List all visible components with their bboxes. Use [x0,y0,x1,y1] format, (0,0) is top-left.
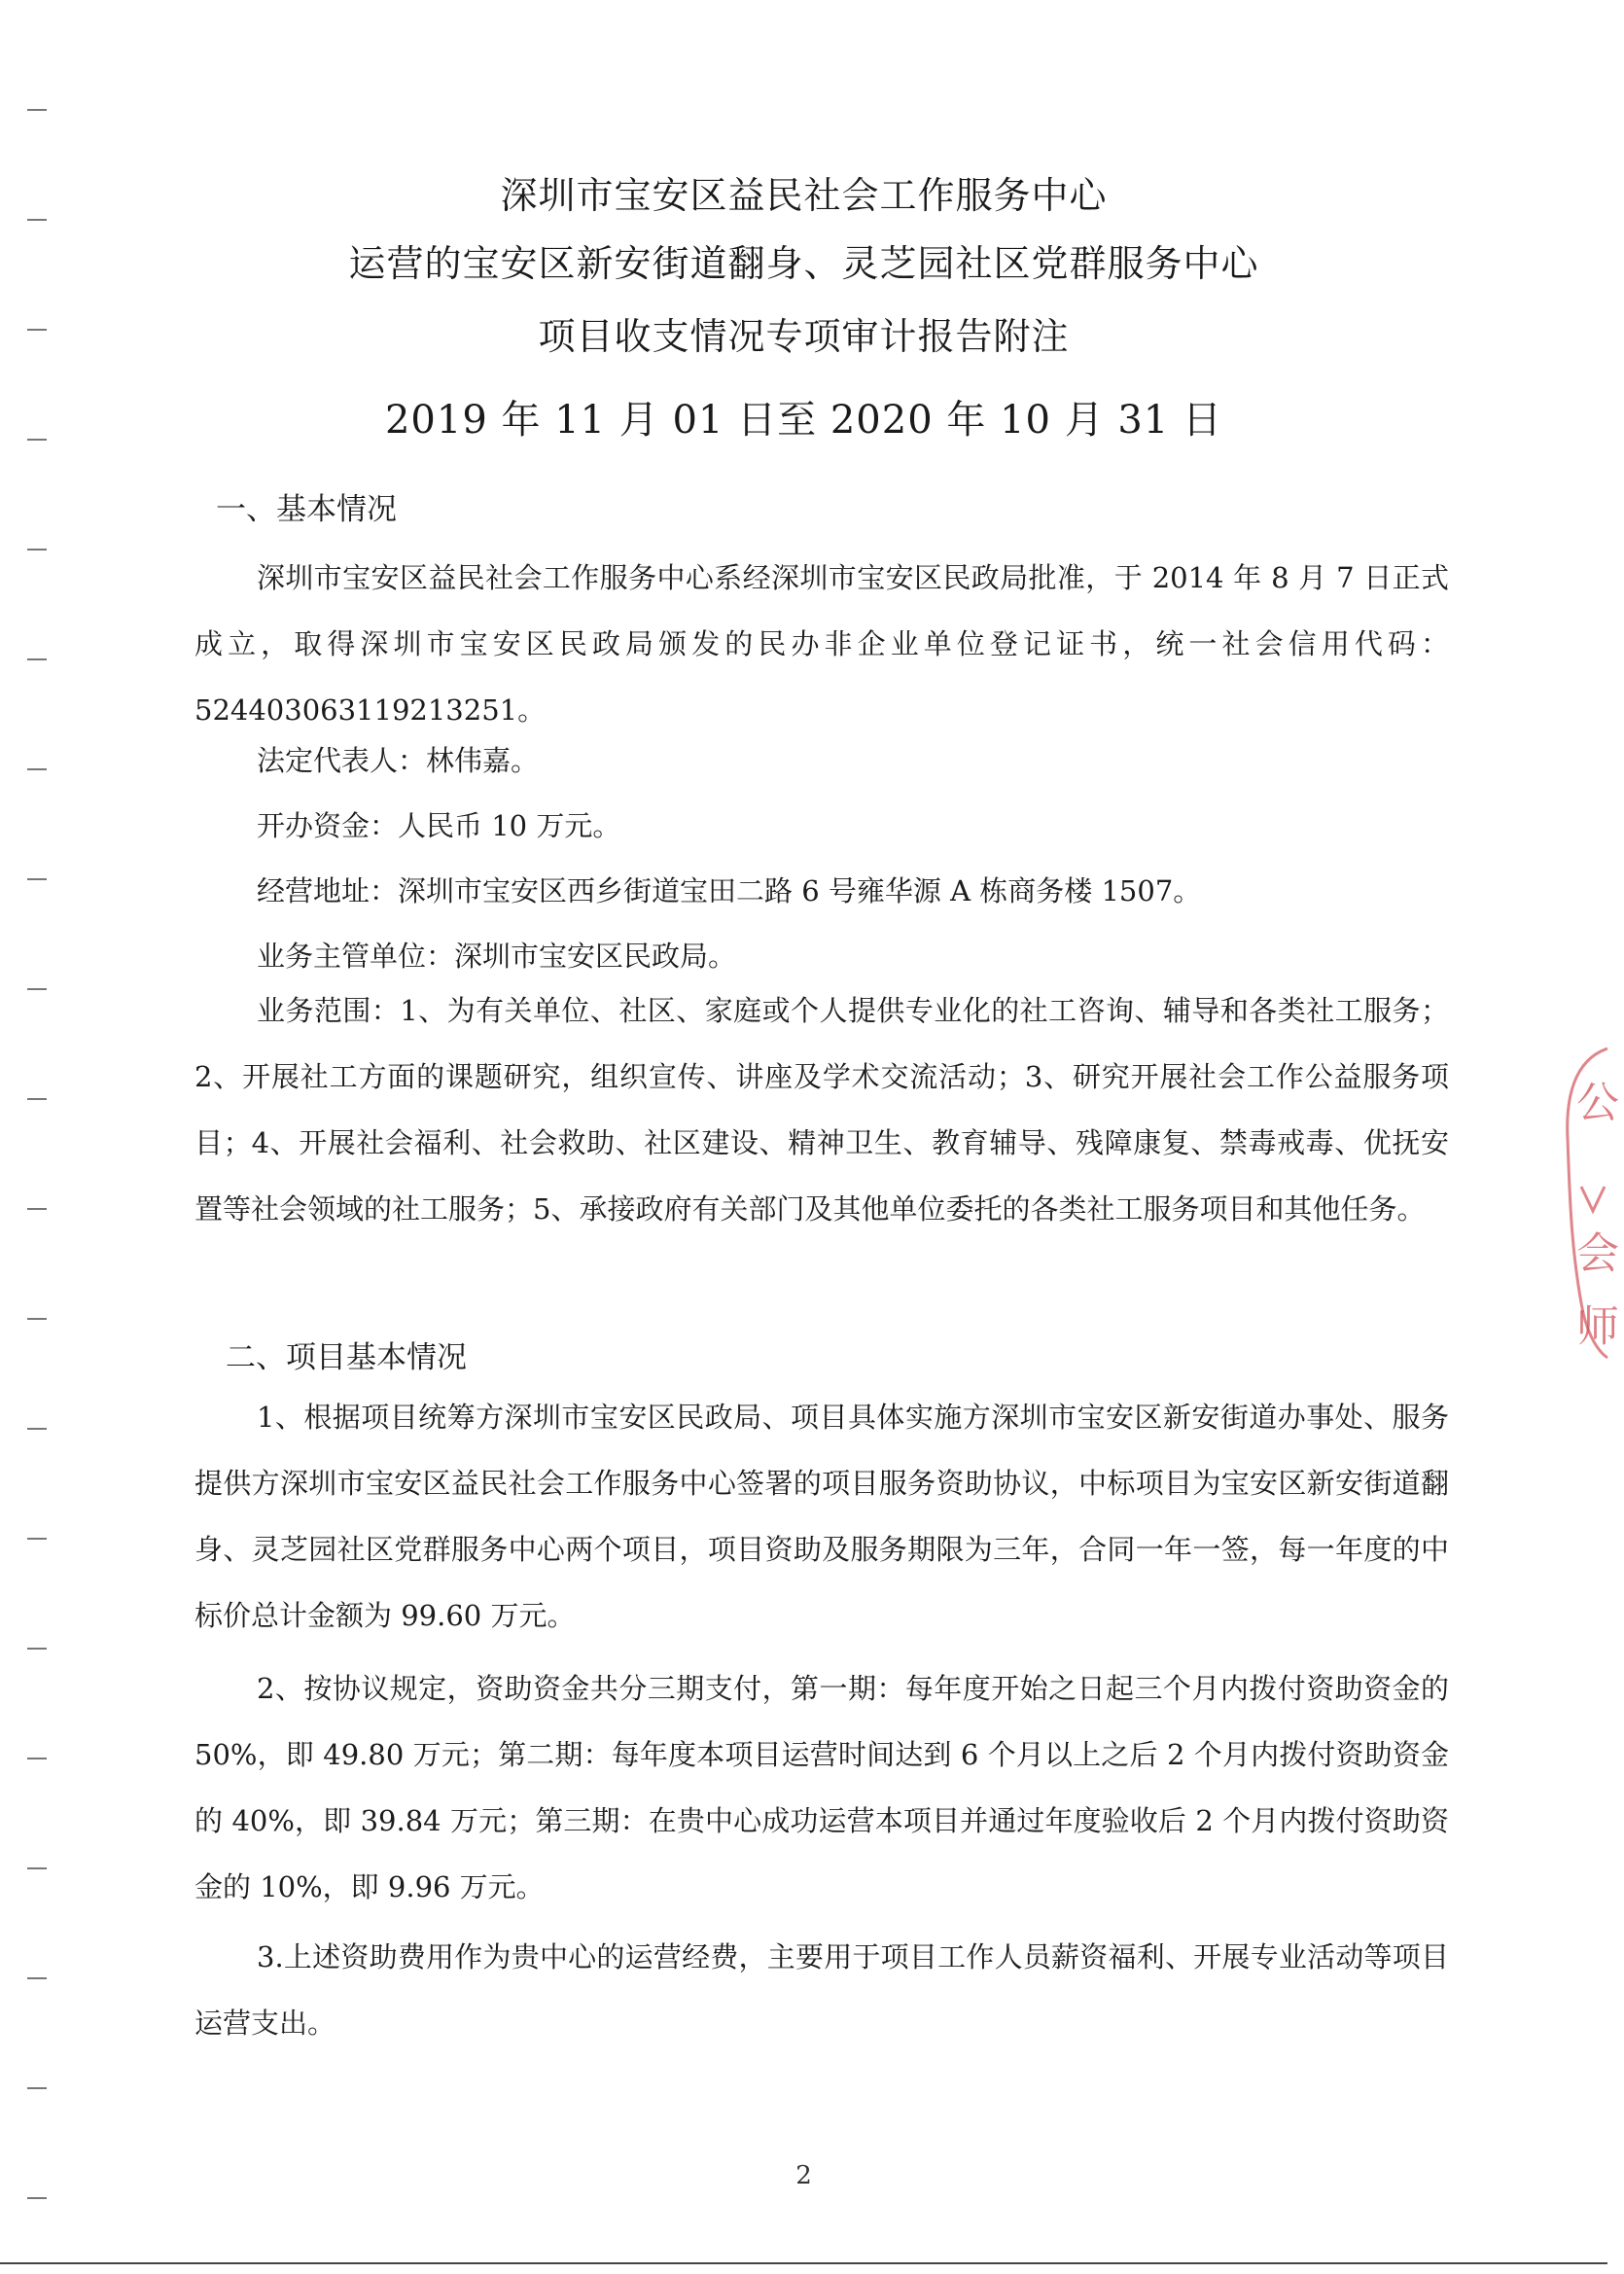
binding-mark [27,768,47,770]
binding-mark [27,1758,47,1759]
binding-mark [27,109,47,111]
binding-mark [27,878,47,880]
report-title-line2: 运营的宝安区新安街道翻身、灵芝园社区党群服务中心 [348,242,1259,285]
section1-intro: 深圳市宝安区益民社会工作服务中心系经深圳市宝安区民政局批准，于 2014 年 8 月 7 日正式成立，取得深圳市宝安区民政局颁发的民办非企业单位登记证书，统一社会信用代码：524403063119213251。 [194,561,1449,727]
report-title-line3: 项目收支情况专项审计报告附注 [538,315,1070,358]
binding-mark [27,1977,47,1979]
legal-representative: 法定代表人：林伟嘉。 [257,744,540,777]
binding-mark [27,2087,47,2089]
seal-char: 师 [1569,1303,1618,1346]
section2-item1: 1、根据项目统筹方深圳市宝安区民政局、项目具体实施方深圳市宝安区新安街道办事处、服务提供方深圳市宝安区益民社会工作服务中心签署的项目服务资助协议，中标项目为宝安区新安街道翻身、灵芝园社区党群服务中心两个项目，项目资助及服务期限为三年，合同一年一签，每一年度的中标价总计金额为 99.60 万元。 [194,1401,1449,1632]
seal-char: 公 [1569,1080,1618,1122]
section2-item3: 3.上述资助费用作为贵中心的运营经费，主要用于项目工作人员薪资福利、开展专业活动等项目运营支出。 [194,1940,1449,2040]
binding-mark [27,1098,47,1100]
supervising-unit: 业务主管单位：深圳市宝安区民政局。 [257,940,737,973]
binding-mark [27,549,47,551]
section2-item2: 2、按协议规定，资助资金共分三期支付，第一期：每年度开始之日起三个月内拨付资助资金的 50%，即 49.80 万元；第二期：每年度本项目运营时间达到 6 个月以上之后 2 个月内拨付资助资金的 40%，即 39.84 万元；第三期：在贵中心成功运营本项目并通过年度验收后 2 个月内拨付资助资金的 10%，即 9.96 万元。 [194,1672,1449,1903]
business-address: 经营地址：深圳市宝安区西乡街道宝田二路 6 号雍华源 A 栋商务楼 1507。 [257,874,1202,907]
business-scope: 业务范围：1、为有关单位、社区、家庭或个人提供专业化的社工咨询、辅导和各类社工服务；2、开展社工方面的课题研究，组织宣传、讲座及学术交流活动；3、研究开展社会工作公益服务项目；4、开展社会福利、社会救助、社区建设、精神卫生、教育辅导、残障康复、禁毒戒毒、优抚安置等社会领域的社工服务；5、承接政府有关部门及其他单位委托的各类社工服务项目和其他任务。 [194,994,1449,1226]
section1-heading: 一、基本情况 [216,492,397,527]
binding-mark [27,1867,47,1869]
registered-capital: 开办资金：人民币 10 万元。 [257,809,621,842]
binding-mark [27,1648,47,1650]
binding-mark [27,219,47,221]
seal-stamp [1554,1041,1618,1362]
bottom-edge-rule [0,2262,1607,2264]
report-title-line1: 深圳市宝安区益民社会工作服务中心 [500,174,1108,217]
binding-mark [27,1208,47,1210]
report-period: 2019 年 11 月 01 日至 2020 年 10 月 31 日 [384,398,1223,443]
binding-mark [27,1538,47,1540]
page-number: 2 [795,2161,812,2190]
binding-mark [27,2197,47,2199]
binding-mark [27,1318,47,1320]
section2-heading: 二、项目基本情况 [226,1340,467,1375]
binding-mark [27,988,47,990]
binding-mark [27,1428,47,1430]
seal-char: 会 [1569,1230,1618,1273]
binding-mark [27,658,47,660]
